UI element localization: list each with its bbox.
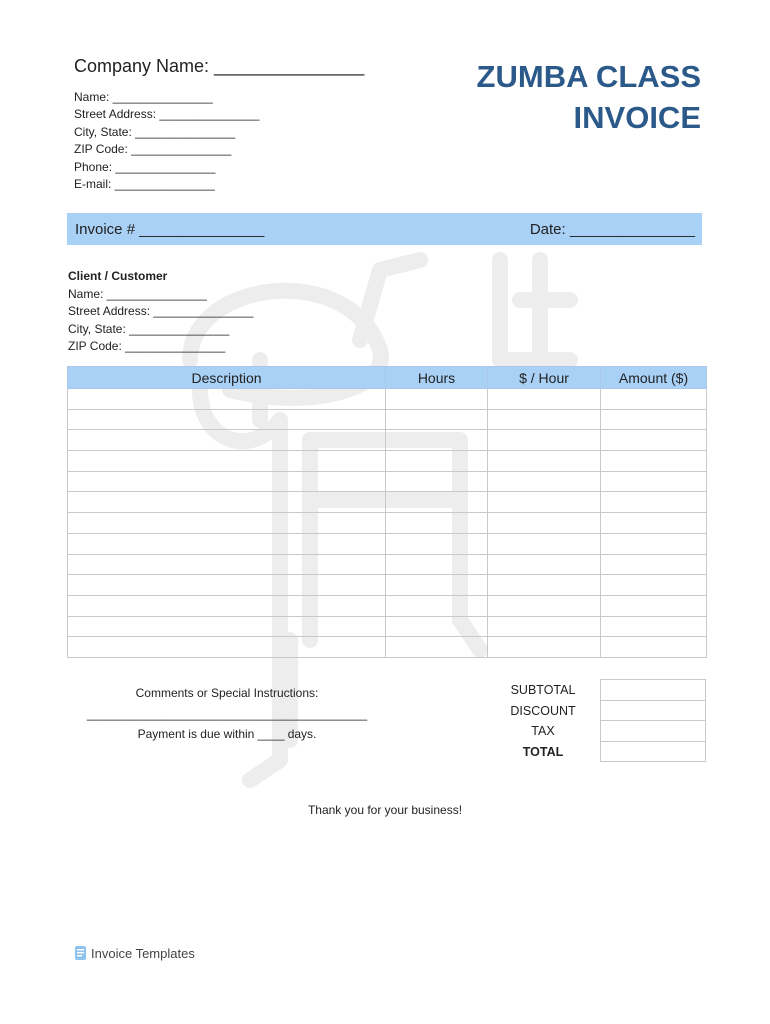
rate-cell[interactable]	[488, 451, 601, 472]
client-street-line: Street Address: _______________	[68, 304, 254, 319]
hours-cell[interactable]	[386, 409, 488, 430]
total-label: TOTAL	[522, 744, 564, 759]
discount-cell[interactable]	[601, 700, 706, 721]
description-cell[interactable]	[68, 533, 386, 554]
rate-cell[interactable]	[488, 533, 601, 554]
company-city-line: City, State: _______________	[74, 124, 236, 139]
column-header-description: Description	[68, 367, 386, 389]
tax-label: TAX	[531, 724, 555, 738]
amount-cell[interactable]	[601, 389, 707, 410]
invoice-title-line1: ZUMBA CLASS	[476, 59, 701, 94]
description-cell[interactable]	[68, 616, 386, 637]
description-cell[interactable]	[68, 471, 386, 492]
amount-cell[interactable]	[601, 554, 707, 575]
company-details	[74, 89, 259, 193]
description-cell[interactable]	[68, 554, 386, 575]
description-cell[interactable]	[68, 451, 386, 472]
invoice-title-line2: INVOICE	[573, 100, 701, 135]
hours-cell[interactable]	[386, 430, 488, 451]
hours-cell[interactable]	[386, 595, 488, 616]
rate-cell[interactable]	[488, 554, 601, 575]
amount-cell[interactable]	[601, 513, 707, 534]
amount-cell[interactable]	[601, 533, 707, 554]
rate-cell[interactable]	[488, 409, 601, 430]
company-email-line: E-mail: _______________	[74, 177, 215, 192]
rate-cell[interactable]	[488, 513, 601, 534]
hours-cell[interactable]	[386, 451, 488, 472]
amount-cell[interactable]	[601, 595, 707, 616]
rate-cell[interactable]	[488, 575, 601, 596]
amount-cell[interactable]	[601, 616, 707, 637]
amount-cell[interactable]	[601, 637, 707, 658]
discount-label: DISCOUNT	[510, 703, 576, 718]
table-row	[68, 616, 707, 637]
amount-cell[interactable]	[601, 409, 707, 430]
rate-cell[interactable]	[488, 492, 601, 513]
company-street-line: Street Address: _______________	[74, 107, 260, 122]
hours-cell[interactable]	[386, 533, 488, 554]
description-cell[interactable]	[68, 575, 386, 596]
table-row	[68, 637, 707, 658]
amount-cell[interactable]	[601, 430, 707, 451]
description-cell[interactable]	[68, 389, 386, 410]
amount-cell[interactable]	[601, 471, 707, 492]
thank-you-note: Thank you for your business!	[307, 803, 463, 817]
invoice-number-field: Invoice # _______________	[75, 221, 265, 238]
payment-terms: Payment is due within ____ days.	[137, 727, 317, 741]
company-zip-line: ZIP Code: _______________	[74, 142, 232, 157]
footer-brand-label: Invoice Templates	[91, 945, 195, 961]
client-details	[68, 286, 253, 356]
subtotal-label: SUBTOTAL	[510, 683, 576, 697]
rate-cell[interactable]	[488, 616, 601, 637]
description-cell[interactable]	[68, 430, 386, 451]
comments-line: __________________________________________	[86, 706, 368, 721]
table-row	[68, 575, 707, 596]
table-row	[68, 595, 707, 616]
amount-cell[interactable]	[601, 575, 707, 596]
rate-cell[interactable]	[488, 595, 601, 616]
company-phone-line: Phone: _______________	[74, 159, 216, 174]
description-cell[interactable]	[68, 492, 386, 513]
subtotal-cell[interactable]	[601, 680, 706, 701]
column-header-amount: Amount ($)	[601, 367, 707, 389]
table-row	[68, 554, 707, 575]
rate-cell[interactable]	[488, 637, 601, 658]
comments-label: Comments or Special Instructions:	[135, 686, 319, 700]
hours-cell[interactable]	[386, 575, 488, 596]
hours-cell[interactable]	[386, 554, 488, 575]
footer-brand	[74, 945, 195, 961]
totals-labels	[495, 680, 591, 762]
amount-cell[interactable]	[601, 492, 707, 513]
description-cell[interactable]	[68, 637, 386, 658]
invoice-title	[477, 56, 701, 138]
column-header-hours: Hours	[386, 367, 488, 389]
document-logo-icon	[74, 945, 87, 961]
company-name-field: Company Name: _______________	[74, 56, 365, 76]
table-row	[68, 409, 707, 430]
client-name-line: Name: _______________	[68, 287, 207, 301]
table-row	[68, 492, 707, 513]
hours-cell[interactable]	[386, 637, 488, 658]
hours-cell[interactable]	[386, 492, 488, 513]
hours-cell[interactable]	[386, 389, 488, 410]
rate-cell[interactable]	[488, 430, 601, 451]
table-row	[68, 471, 707, 492]
hours-cell[interactable]	[386, 616, 488, 637]
table-row	[68, 451, 707, 472]
description-cell[interactable]	[68, 595, 386, 616]
description-cell[interactable]	[68, 409, 386, 430]
invoice-date-field: Date: _______________	[529, 221, 695, 238]
table-header-row	[68, 367, 707, 389]
rate-cell[interactable]	[488, 471, 601, 492]
table-row	[68, 513, 707, 534]
client-heading: Client / Customer	[68, 269, 168, 283]
tax-cell[interactable]	[601, 721, 706, 742]
totals-table	[600, 679, 706, 762]
client-city-line: City, State: _______________	[68, 321, 230, 336]
client-zip-line: ZIP Code: _______________	[68, 339, 226, 354]
hours-cell[interactable]	[386, 471, 488, 492]
amount-cell[interactable]	[601, 451, 707, 472]
rate-cell[interactable]	[488, 389, 601, 410]
description-cell[interactable]	[68, 513, 386, 534]
line-items-table	[67, 366, 707, 658]
company-name-line: Name: _______________	[74, 90, 213, 104]
comments-section	[67, 683, 387, 745]
table-row	[68, 430, 707, 451]
column-header-rate: $ / Hour	[488, 367, 601, 389]
hours-cell[interactable]	[386, 513, 488, 534]
total-cell[interactable]	[601, 741, 706, 762]
table-row	[68, 389, 707, 410]
table-row	[68, 533, 707, 554]
